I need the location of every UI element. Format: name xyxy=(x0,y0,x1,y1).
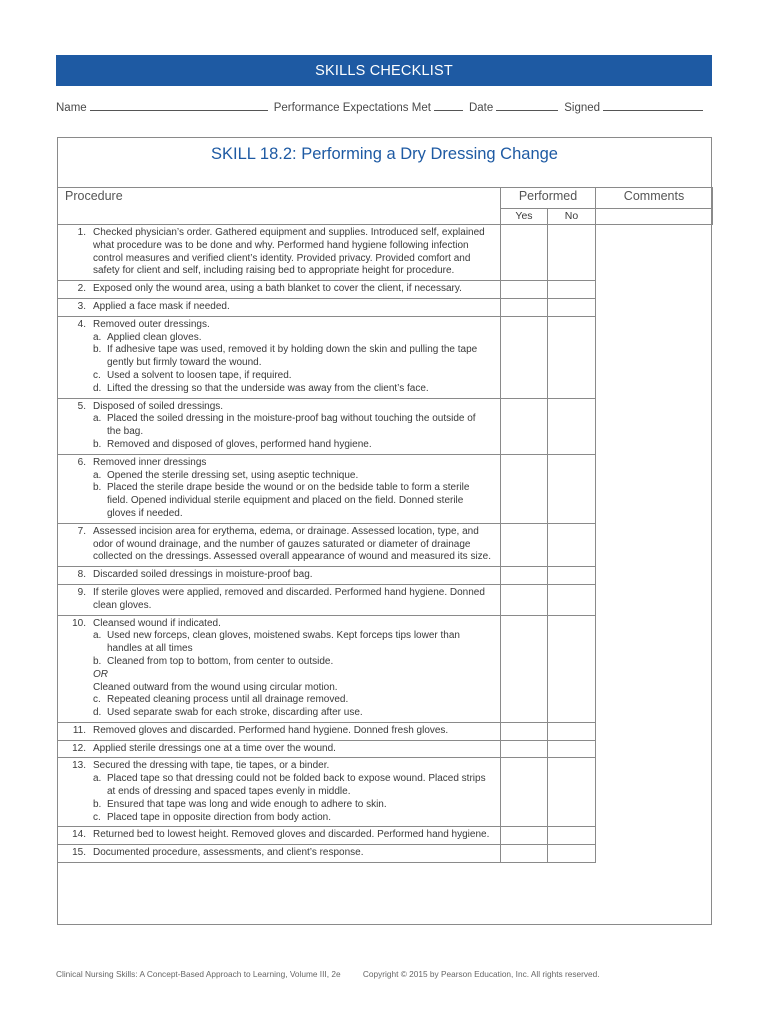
performed-no-cell[interactable] xyxy=(548,722,596,740)
skills-checklist-banner xyxy=(56,55,712,86)
sub-step-letter: b. xyxy=(93,482,102,494)
signed-blank[interactable] xyxy=(603,102,703,111)
sub-step xyxy=(93,470,492,483)
performed-no-cell[interactable] xyxy=(548,523,596,566)
sub-step-letter: b. xyxy=(93,655,102,667)
sub-step-text: Ensured that tape was long and wide enough to adhere to skin. xyxy=(107,798,387,810)
step-number: 5. xyxy=(77,400,86,412)
sub-step xyxy=(93,812,492,825)
step-number: 15. xyxy=(72,847,86,859)
table-row xyxy=(58,567,713,585)
yes-header: Yes xyxy=(501,209,548,225)
step-line: Removed outer dressings. xyxy=(93,318,210,330)
performed-no-cell[interactable] xyxy=(548,225,596,281)
step-text xyxy=(93,587,492,613)
no-header: No xyxy=(548,209,596,225)
sub-step-letter: a. xyxy=(93,630,102,642)
table-row xyxy=(58,316,713,398)
table-row xyxy=(58,454,713,523)
sub-step-letter: d. xyxy=(93,707,102,719)
sub-step-text: If adhesive tape was used, removed it by holding down the skin and pulling the tape gently but firmly toward the wound. xyxy=(107,344,478,369)
performed-no-cell[interactable] xyxy=(548,615,596,722)
performed-yes-cell[interactable] xyxy=(501,567,548,585)
sub-step-text: Used new forceps, clean gloves, moistened swabs. Kept forceps tips lower than handles at all times xyxy=(107,630,460,655)
procedure-step xyxy=(58,584,501,615)
performed-yes-cell[interactable] xyxy=(501,225,548,281)
sub-step-text: Placed the soiled dressing in the moisture-proof bag without touching the outside of the bag. xyxy=(107,413,476,438)
or-label: OR xyxy=(93,668,108,680)
sub-step xyxy=(93,707,492,720)
step-line: Disposed of soiled dressings. xyxy=(93,400,224,412)
table-row xyxy=(58,523,713,566)
sub-step-text: Used a solvent to loosen tape, if required. xyxy=(107,369,292,381)
performed-yes-cell[interactable] xyxy=(501,584,548,615)
procedure-step xyxy=(58,298,501,316)
procedure-step xyxy=(58,316,501,398)
sub-step-letter: d. xyxy=(93,382,102,394)
skill-title: SKILL 18.2: Performing a Dry Dressing Change xyxy=(211,145,558,163)
table-row xyxy=(58,584,713,615)
procedure-step xyxy=(58,845,501,863)
step-number: 3. xyxy=(77,300,86,312)
step-line: If sterile gloves were applied, removed and discarded. Performed hand hygiene. Donned clean gloves. xyxy=(93,586,485,611)
step-line: Cleansed wound if indicated. xyxy=(93,617,221,629)
step-number: 7. xyxy=(77,525,86,537)
performed-yes-cell[interactable] xyxy=(501,316,548,398)
sub-step xyxy=(93,694,492,707)
step-number: 9. xyxy=(77,586,86,598)
sub-step xyxy=(93,656,492,669)
performed-no-cell[interactable] xyxy=(548,758,596,827)
step-line: Exposed only the wound area, using a bath blanket to cover the client, if necessary. xyxy=(93,283,462,295)
sub-step-text: Placed tape so that dressing could not be folded back to expose wound. Placed strips at ends of dressing and spaced tapes evenly in middle. xyxy=(107,773,486,798)
procedure-step xyxy=(58,225,501,281)
step-text xyxy=(93,743,492,756)
step-line: Cleaned outward from the wound using circular motion. xyxy=(93,681,338,693)
step-line: Removed inner dressings xyxy=(93,456,207,468)
footer-copyright: Copyright © 2015 by Pearson Education, Inc. All rights reserved. xyxy=(362,969,600,979)
performed-yes-cell[interactable] xyxy=(501,454,548,523)
step-number: 10. xyxy=(72,617,86,629)
performed-no-cell[interactable] xyxy=(548,281,596,299)
sub-step-text: Placed the sterile drape beside the wound or on the bedside table to form a sterile field. Opened individual sterile equipment and placed on the field. Donned sterile gloves if needed. xyxy=(107,482,470,519)
step-number: 6. xyxy=(77,456,86,468)
procedure-step xyxy=(58,398,501,454)
procedure-step xyxy=(58,827,501,845)
step-text xyxy=(93,569,492,582)
performed-yes-cell[interactable] xyxy=(501,758,548,827)
step-number: 4. xyxy=(77,318,86,330)
table-row xyxy=(58,398,713,454)
comments-header: Comments xyxy=(596,188,713,209)
performed-header: Performed xyxy=(501,188,596,209)
performed-no-cell[interactable] xyxy=(548,740,596,758)
sub-step-letter: b. xyxy=(93,344,102,356)
table-row xyxy=(58,740,713,758)
step-line: Returned bed to lowest height. Removed gloves and discarded. Performed hand hygiene. xyxy=(93,829,490,841)
table-row xyxy=(58,615,713,722)
performed-yes-cell[interactable] xyxy=(501,845,548,863)
step-line: Assessed incision area for erythema, edema, or drainage. Assessed location, type, and odor of wound drainage, and the number of gauzes saturated or diameter of drainage collected on the dressings. Assessed overall appearance of wound and measured its size. xyxy=(93,525,492,563)
performed-yes-cell[interactable] xyxy=(501,398,548,454)
sub-step xyxy=(93,413,492,439)
sub-step-text: Cleaned from top to bottom, from center to outside. xyxy=(107,655,334,667)
comments-cell[interactable] xyxy=(596,209,713,225)
banner-title: SKILLS CHECKLIST xyxy=(315,62,453,79)
sub-step-text: Removed and disposed of gloves, performed hand hygiene. xyxy=(107,438,372,450)
step-text xyxy=(93,725,492,738)
step-text xyxy=(93,457,492,521)
step-line: Applied sterile dressings one at a time over the wound. xyxy=(93,742,336,754)
performed-no-cell[interactable] xyxy=(548,316,596,398)
procedure-step xyxy=(58,567,501,585)
sub-step xyxy=(93,370,492,383)
signature-line xyxy=(56,102,716,114)
procedure-step xyxy=(58,454,501,523)
procedure-step xyxy=(58,281,501,299)
table-row xyxy=(58,827,713,845)
step-line: Checked physician’s order. Gathered equipment and supplies. Introduced self, explained what procedure was to be done and why. Performed hand hygiene following infection control measures and verified client’s identity. Provided privacy. Provided comfort and safety for client and self, including raising bed to appropriate height for procedure. xyxy=(93,227,485,277)
step-number: 11. xyxy=(72,724,86,736)
sub-step-letter: c. xyxy=(93,369,101,381)
sub-step xyxy=(93,630,492,656)
procedure-step xyxy=(58,523,501,566)
procedure-table xyxy=(57,187,713,863)
sub-step-letter: a. xyxy=(93,413,102,425)
step-number: 1. xyxy=(77,227,86,238)
procedure-step xyxy=(58,615,501,722)
sub-step-letter: b. xyxy=(93,438,102,450)
performed-no-cell[interactable] xyxy=(548,398,596,454)
procedure-step xyxy=(58,758,501,827)
performed-yes-cell[interactable] xyxy=(501,523,548,566)
performed-no-cell[interactable] xyxy=(548,845,596,863)
performed-yes-cell[interactable] xyxy=(501,615,548,722)
table-row xyxy=(58,845,713,863)
sub-step xyxy=(93,799,492,812)
performed-yes-cell[interactable] xyxy=(501,740,548,758)
step-line: Documented procedure, assessments, and client’s response. xyxy=(93,847,364,859)
procedure-step xyxy=(58,722,501,740)
performed-no-cell[interactable] xyxy=(548,298,596,316)
step-text xyxy=(93,618,492,720)
performed-yes-cell[interactable] xyxy=(501,298,548,316)
procedure-step xyxy=(58,740,501,758)
page-footer xyxy=(56,969,736,979)
sub-step xyxy=(93,773,492,799)
performed-no-cell[interactable] xyxy=(548,827,596,845)
step-text xyxy=(93,829,492,842)
table-row xyxy=(58,758,713,827)
sub-step-letter: a. xyxy=(93,469,102,481)
performed-no-cell[interactable] xyxy=(548,584,596,615)
step-number: 8. xyxy=(77,569,86,581)
sub-step-letter: c. xyxy=(93,694,101,706)
performed-yes-cell[interactable] xyxy=(501,827,548,845)
sub-step-letter: a. xyxy=(93,331,102,343)
procedure-header: Procedure xyxy=(58,188,501,225)
name-blank[interactable] xyxy=(90,102,268,111)
sub-step-text: Placed tape in opposite direction from body action. xyxy=(107,811,332,823)
sub-step-text: Applied clean gloves. xyxy=(107,331,202,343)
date-blank[interactable] xyxy=(496,102,558,111)
step-number: 2. xyxy=(77,283,86,295)
footer-book: Clinical Nursing Skills: A Concept-Based Approach to Learning, Volume III, 2e xyxy=(56,969,341,979)
performed-yes-cell[interactable] xyxy=(501,281,548,299)
step-line: Applied a face mask if needed. xyxy=(93,300,230,312)
sub-step xyxy=(93,344,492,370)
step-number: 13. xyxy=(72,760,86,772)
signed-label: Signed xyxy=(564,102,601,114)
step-number: 12. xyxy=(72,742,86,754)
performed-yes-cell[interactable] xyxy=(501,722,548,740)
step-text xyxy=(93,526,492,564)
name-label: Name xyxy=(56,102,87,114)
step-line: Discarded soiled dressings in moisture-proof bag. xyxy=(93,569,313,581)
sub-step xyxy=(93,482,492,520)
step-text xyxy=(93,227,492,278)
sub-step-text: Lifted the dressing so that the underside was away from the client’s face. xyxy=(107,382,429,394)
performed-no-cell[interactable] xyxy=(548,454,596,523)
step-line: Removed gloves and discarded. Performed hand hygiene. Donned fresh gloves. xyxy=(93,724,449,736)
step-text xyxy=(93,847,492,860)
step-text xyxy=(93,319,492,396)
date-label: Date xyxy=(468,102,494,114)
sub-step xyxy=(93,332,492,345)
performance-blank[interactable] xyxy=(434,102,463,111)
step-text xyxy=(93,283,492,296)
sub-step-text: Used separate swab for each stroke, discarding after use. xyxy=(107,707,363,719)
sub-step-letter: c. xyxy=(93,811,101,823)
step-text xyxy=(93,401,492,452)
sub-step-text: Repeated cleaning process until all drainage removed. xyxy=(107,694,349,706)
step-number: 14. xyxy=(72,829,86,841)
table-row xyxy=(58,722,713,740)
step-text xyxy=(93,760,492,824)
table-row xyxy=(58,298,713,316)
table-row xyxy=(58,281,713,299)
sub-step xyxy=(93,439,492,452)
sub-step-letter: a. xyxy=(93,773,102,785)
sub-step xyxy=(93,383,492,396)
performed-no-cell[interactable] xyxy=(548,567,596,585)
table-row xyxy=(58,225,713,281)
sub-step-letter: b. xyxy=(93,798,102,810)
performance-label: Performance Expectations Met xyxy=(273,102,431,114)
step-text xyxy=(93,301,492,314)
sub-step-text: Opened the sterile dressing set, using aseptic technique. xyxy=(107,469,359,481)
step-line: Secured the dressing with tape, tie tapes, or a binder. xyxy=(93,760,330,772)
